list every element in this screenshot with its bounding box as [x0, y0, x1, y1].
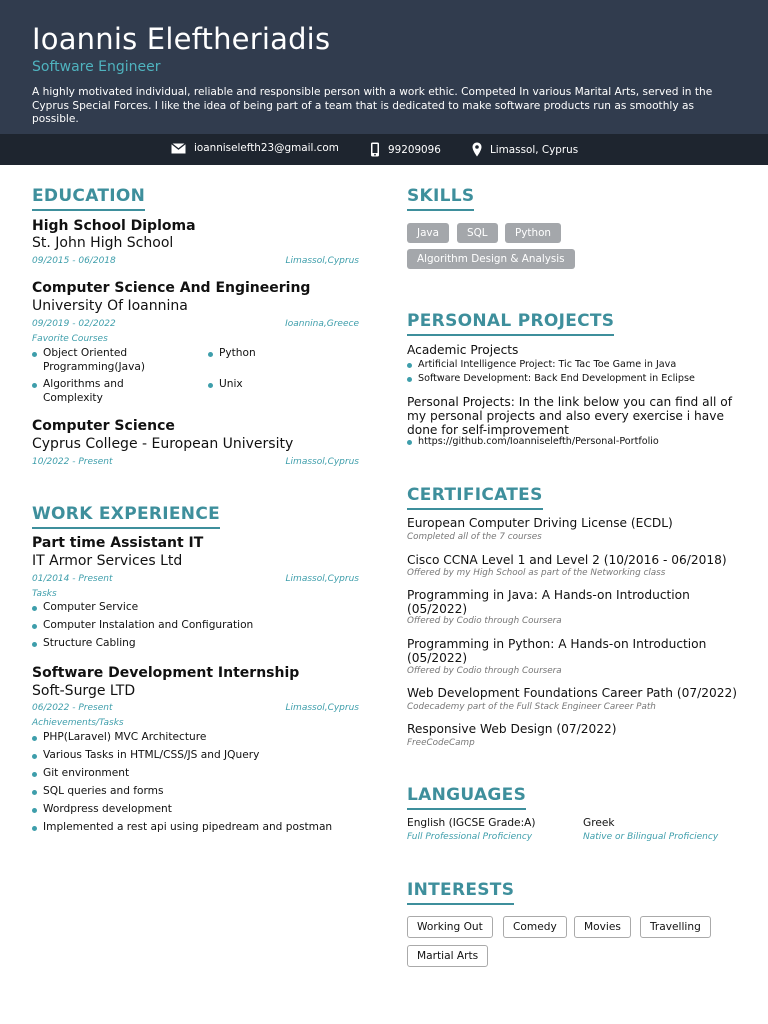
project-link[interactable]: https://github.com/Ioanniselefth/Personal-Portfolio: [407, 435, 737, 449]
location-text: Limassol, Cyprus: [490, 143, 579, 156]
work-task: Various Tasks in HTML/CSS/JS and JQuery: [32, 749, 352, 763]
interest-tag: Movies: [574, 916, 631, 938]
certificate-note: FreeCodeCamp: [407, 738, 475, 748]
education-heading: EDUCATION: [32, 186, 145, 211]
work-position: Software Development Internship: [32, 665, 300, 681]
contact-location: [472, 142, 578, 157]
language-name: Greek: [583, 817, 615, 829]
course-item: Algorithms and Complexity: [32, 378, 182, 405]
certificate-name: Responsive Web Design (07/2022): [407, 722, 617, 736]
project-group-title: Academic Projects: [407, 343, 519, 357]
project-item: Software Development: Back End Development in Eclipse: [407, 372, 737, 386]
interest-tag: Travelling: [640, 916, 711, 938]
education-degree: Computer Science: [32, 418, 175, 434]
skill-tag: Algorithm Design & Analysis: [407, 249, 575, 269]
certificate-note: Completed all of the 7 courses: [407, 532, 542, 542]
work-tasks-label: Achievements/Tasks: [32, 718, 124, 728]
work-position: Part time Assistant IT: [32, 535, 204, 551]
course-item: Unix: [208, 378, 348, 392]
work-company: Soft-Surge LTD: [32, 683, 136, 699]
work-task: Computer Instalation and Configuration: [32, 619, 352, 633]
education-dates: 10/2022 - Present: [32, 457, 113, 467]
education-degree: High School Diploma: [32, 218, 196, 234]
education-degree: Computer Science And Engineering: [32, 280, 311, 296]
skill-tag: Python: [505, 223, 561, 243]
work-dates: 06/2022 - Present: [32, 703, 113, 713]
languages-heading: LANGUAGES: [407, 785, 526, 810]
education-location: Ioannina,Greece: [285, 319, 359, 329]
certificate-note: Offered by Codio through Coursera: [407, 666, 562, 676]
certificate-note: Codecademy part of the Full Stack Engineer Career Path: [407, 702, 656, 712]
contact-bar: [0, 134, 768, 165]
certificate-note: Offered by Codio through Coursera: [407, 616, 562, 626]
email-text: ioanniselefth23@gmail.com: [194, 142, 339, 154]
work-task: SQL queries and forms: [32, 785, 352, 799]
job-title: Software Engineer: [32, 59, 161, 75]
work-tasks-label: Tasks: [32, 589, 57, 599]
project-group-title: Personal Projects: In the link below you can find all of my personal projects and also every exercise i have done for self-improvement: [407, 395, 733, 437]
project-item: Artificial Intelligence Project: Tic Tac Toe Game in Java: [407, 358, 737, 372]
work-location: Limassol,Cyprus: [285, 574, 359, 584]
work-task: PHP(Laravel) MVC Architecture: [32, 731, 352, 745]
work-task: Implemented a rest api using pipedream and postman: [32, 821, 362, 835]
work-task: Structure Cabling: [32, 637, 352, 651]
contact-phone[interactable]: [370, 142, 441, 157]
certificates-heading: CERTIFICATES: [407, 485, 543, 510]
language-level: Full Professional Proficiency: [407, 832, 533, 842]
phone-icon: [370, 142, 380, 157]
certificate-name: Programming in Java: A Hands-on Introduction (05/2022): [407, 588, 690, 616]
work-dates: 01/2014 - Present: [32, 574, 113, 584]
contact-email[interactable]: [171, 142, 339, 154]
education-dates: 09/2015 - 06/2018: [32, 256, 116, 266]
education-dates: 09/2019 - 02/2022: [32, 319, 116, 329]
location-pin-icon: [472, 142, 482, 157]
certificate-name: European Computer Driving License (ECDL): [407, 516, 673, 530]
envelope-icon: [171, 143, 186, 154]
education-school: Cyprus College - European University: [32, 436, 294, 452]
language-level: Native or Bilingual Proficiency: [583, 832, 719, 842]
skill-tag: SQL: [457, 223, 498, 243]
language-name: English (IGCSE Grade:A): [407, 817, 536, 829]
interest-tag: Martial Arts: [407, 945, 488, 967]
summary-text: A highly motivated individual, reliable and responsible person with a work ethic. Competed In various Marital Arts, served in the Cyprus Special Forces. I like the idea of being part of a team that is dedicated to make software products run as smoothly as possible.: [32, 86, 713, 125]
courses-label: Favorite Courses: [32, 334, 108, 344]
phone-text: 99209096: [388, 143, 441, 156]
work-heading: WORK EXPERIENCE: [32, 504, 220, 529]
certificate-name: Cisco CCNA Level 1 and Level 2 (10/2016 - 06/2018): [407, 553, 727, 567]
education-location: Limassol,Cyprus: [285, 256, 359, 266]
education-school: St. John High School: [32, 235, 174, 251]
skill-tag: Java: [407, 223, 449, 243]
education-location: Limassol,Cyprus: [285, 457, 359, 467]
resume-header: [0, 0, 768, 134]
certificate-note: Offered by my High School as part of the Networking class: [407, 568, 666, 578]
skills-heading: SKILLS: [407, 186, 474, 211]
certificate-name: Web Development Foundations Career Path (07/2022): [407, 686, 738, 700]
work-company: IT Armor Services Ltd: [32, 553, 183, 569]
person-name: Ioannis Eleftheriadis: [32, 22, 331, 56]
certificate-name: Programming in Python: A Hands-on Introduction (05/2022): [407, 637, 707, 665]
work-location: Limassol,Cyprus: [285, 703, 359, 713]
course-item: Python: [208, 347, 348, 361]
course-item: Object Oriented Programming(Java): [32, 347, 182, 374]
interest-tag: Working Out: [407, 916, 493, 938]
work-task: Git environment: [32, 767, 352, 781]
projects-heading: PERSONAL PROJECTS: [407, 311, 614, 336]
education-school: University Of Ioannina: [32, 298, 188, 314]
interests-heading: INTERESTS: [407, 880, 514, 905]
work-task: Wordpress development: [32, 803, 352, 817]
interest-tag: Comedy: [503, 916, 567, 938]
work-task: Computer Service: [32, 601, 352, 615]
